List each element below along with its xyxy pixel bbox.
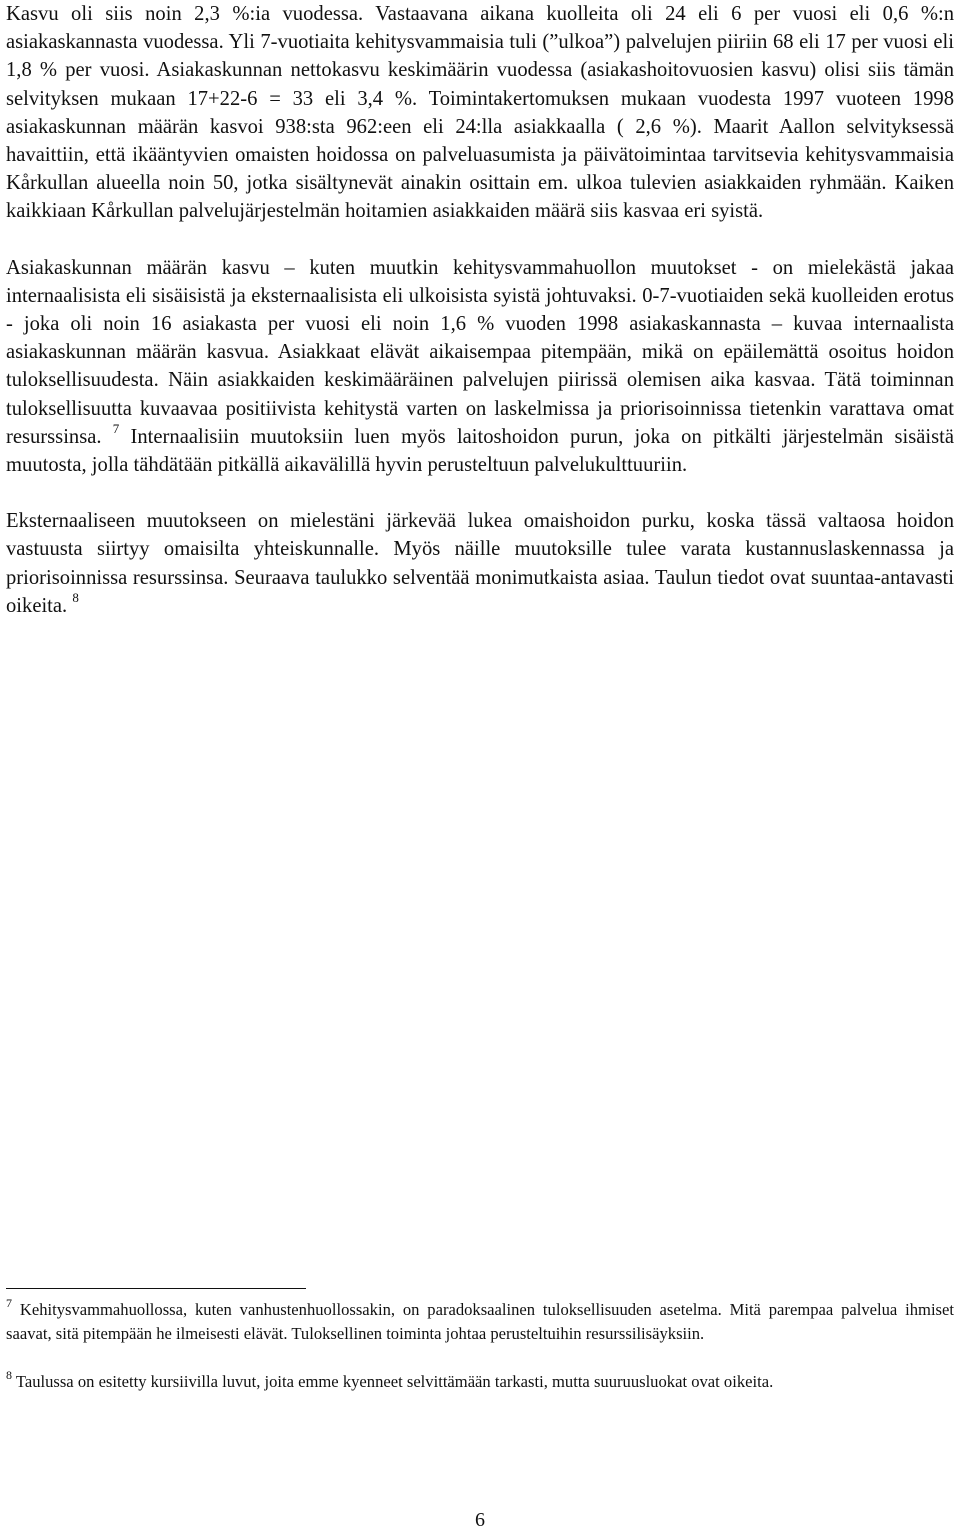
footnote-8 [6,1370,954,1394]
paragraph-1: Kasvu oli siis noin 2,3 %:ia vuodessa. Vastaavana aikana kuolleita oli 24 eli 6 per vuosi eli 0,6 %:n asiakaskannasta vuodessa. Yli 7-vuotiaita kehitysvammaisia tuli (”ulkoa”) palvelujen piiriin 68 eli 17 per vuosi eli 1,8 % per vuosi. Asiakaskunnan nettokasvu keskimäärin vuodessa (asiakashoitovuosien kasvu) olisi siis tämän selvityksen mukaan 17+22-6 = 33 eli 3,4 %. Toimintakertomuksen mukaan vuodesta 1997 vuoteen 1998 asiakaskunnan määrän kasvoi 938:sta 962:een eli 24:lla asiakkaalla ( 2,6 %). Maarit Aallon selvityksessä havaittiin, että ikääntyvien omaisten hoidossa on palveluasumista ja päivätoimintaa tarvitsevia kehitysvammaisia Kårkullan alueella noin 50, jotka sisältynevät ainakin osittain em. ulkoa tulevien asiakkaiden ryhmään. Kaiken kaikkiaan Kårkullan palvelujärjestelmän hoitamien asiakkaiden määrä siis kasvaa eri syistä. [6,3,954,223]
document-page [6,0,954,1537]
footnotes [6,1298,954,1394]
paragraph-3-text: Eksternaaliseen muutokseen on mielestäni järkevää lukea omaishoidon purku, koska tässä valtaosa hoidon vastuusta siirtyy omaisilta yhteiskunnalle. Myös näille muutoksille tulee varata kustannuslaskennassa ja priorisoinnissa resurssinsa. Seuraava taulukko selventää monimutkaista asiaa. Taulun tiedot ovat suuntaa-antavasti oikeita. [6,510,954,617]
footnote-text: Kehitysvammahuollossa, kuten vanhustenhuollossakin, on paradoksaalinen tuloksellisuuden asetelma. Mitä parempaa palvelua ihmiset saavat, sitä pitempään he ilmeisesti elävät. Tuloksellinen toiminta johtaa perusteltuihin resurssilisäyksiin. [6,1300,954,1343]
paragraph-2-continuation: Internaalisiin muutoksiin luen myös laitoshoidon purun, joka on pitkälti järjestelmän sisäistä muutosta, jolla tähdätään pitkällä aikavälillä hyvin perusteltuun palvelukulttuuriin. [6,425,954,477]
footnote-7 [6,1298,954,1346]
footnote-ref-8[interactable]: 8 [72,590,79,605]
footnote-number: 8 [6,1368,12,1383]
page-number: 6 [475,1509,485,1531]
footnote-divider [6,1288,306,1289]
paragraph-3 [6,507,954,620]
body-text [6,0,954,620]
footnote-ref-7[interactable]: 7 [112,420,120,436]
paragraph-2-text: Asiakaskunnan määrän kasvu – kuten muutkin kehitysvammahuollon muutokset - on mielekästä jakaa internaalisista eli sisäisistä ja eksternaalisista eli ulkoisista syistä johtuvaksi. 0-7-vuotiaiden sekä kuolleiden erotus - joka oli noin 16 asiakasta per vuosi eli noin 1,6 % vuoden 1998 asiakaskannasta – kuvaa internaalista asiakaskunnan määrän kasvua. Asiakkaat elävät aikaisempaa pitempään, mikä on epäilemättä osoitus hoidon tuloksellisuudesta. Näin asiakkaiden keskimääräinen palvelujen piirissä olemisen aika kasvaa. Tätä toiminnan tuloksellisuutta kuvaavaa positiivista kehitystä varten on laskelmissa ja priorisoinnissa tietenkin varattava omat resurssinsa. [6,256,954,448]
footnote-text: Taulussa on esitetty kursiivilla luvut, joita emme kyenneet selvittämään tarkasti, mutta suuruusluokat ovat oikeita. [12,1372,774,1391]
paragraph-2 [6,254,954,480]
footnote-number: 7 [6,1296,12,1311]
